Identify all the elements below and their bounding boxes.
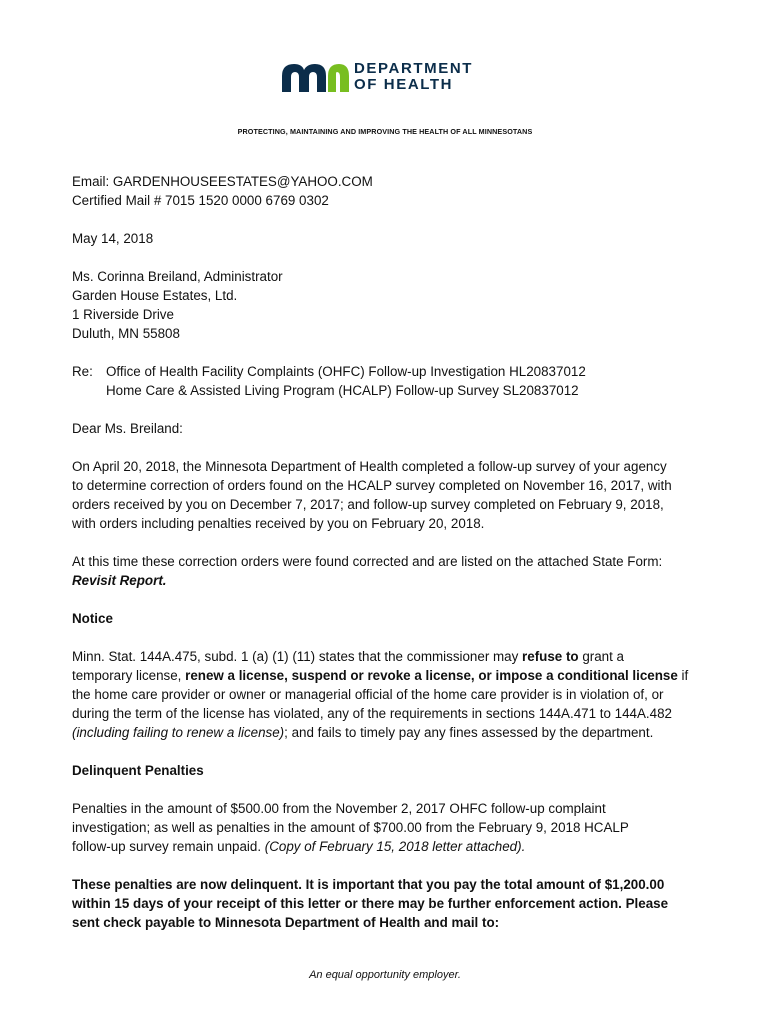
warning-line: sent check payable to Minnesota Department of Health and mail to: — [72, 915, 500, 930]
notice-text: Minn. Stat. 144A.475, subd. 1 (a) (1) (11) states that the commissioner may — [72, 649, 523, 664]
re-block — [72, 362, 712, 400]
mn-logo-icon — [280, 62, 350, 92]
notice-text: grant a — [578, 649, 625, 664]
notice-text: the home care provider or owner or managerial official of the home care provider is in violation of, or — [72, 687, 664, 702]
delinquent-text: follow-up survey remain unpaid. — [72, 839, 265, 854]
delinquent-paragraph — [72, 799, 712, 856]
recipient-company: Garden House Estates, Ltd. — [72, 288, 238, 303]
notice-text: during the term of the license has violated, any of the requirements in sections 144A.471 to 144A.482 — [72, 706, 672, 721]
paragraph-2-line-1: At this time these correction orders were found corrected and are listed on the attached State Form: — [72, 554, 663, 569]
warning-line: These penalties are now delinquent. It is important that you pay the total amount of $1,200.00 — [72, 877, 665, 892]
mdh-logo — [280, 58, 490, 98]
re-label: Re: — [72, 364, 93, 379]
delinquent-heading: Delinquent Penalties — [72, 763, 204, 778]
paragraph-line: with orders including penalties received by you on February 20, 2018. — [72, 516, 485, 531]
notice-text: temporary license, — [72, 668, 186, 683]
delinquent-warning — [72, 875, 712, 932]
notice-emphasis: renew a license, suspend or revoke a license, or impose a conditional license — [185, 668, 678, 683]
logo-line-2: OF HEALTH — [354, 76, 454, 93]
letter-body — [72, 172, 712, 932]
recipient-city: Duluth, MN 55808 — [72, 326, 180, 341]
delinquent-text: Penalties in the amount of $500.00 from the November 2, 2017 OHFC follow-up complaint — [72, 801, 606, 816]
certified-mail-line: Certified Mail # 7015 1520 0000 6769 0302 — [72, 193, 329, 208]
re-line-2: Home Care & Assisted Living Program (HCALP) Follow-up Survey SL20837012 — [106, 383, 579, 398]
recipient-name: Ms. Corinna Breiland, Administrator — [72, 269, 283, 284]
letter-attached-note: (Copy of February 15, 2018 letter attached). — [264, 839, 526, 854]
recipient-street: 1 Riverside Drive — [72, 307, 174, 322]
re-line-1: Office of Health Facility Complaints (OHFC) Follow-up Investigation HL20837012 — [106, 364, 586, 379]
paragraph-line: to determine correction of orders found on the HCALP survey completed on November 16, 2017, with — [72, 478, 672, 493]
revisit-report-ref: Revisit Report. — [72, 573, 167, 588]
email-line: Email: GARDENHOUSEESTATES@YAHOO.COM — [72, 174, 373, 189]
paragraph-line: orders received by you on December 7, 2017; and follow-up survey completed on February 9, 2018, — [72, 497, 664, 512]
notice-emphasis: refuse to — [522, 649, 579, 664]
notice-text: if — [677, 668, 689, 683]
notice-paragraph — [72, 647, 712, 742]
tagline: PROTECTING, MAINTAINING AND IMPROVING THE HEALTH OF ALL MINNESOTANS — [237, 127, 533, 136]
letter-date: May 14, 2018 — [72, 231, 154, 246]
paragraph-1 — [72, 457, 712, 533]
delinquent-text: investigation; as well as penalties in the amount of $700.00 from the February 9, 2018 HCALP — [72, 820, 629, 835]
paragraph-line: On April 20, 2018, the Minnesota Department of Health completed a follow-up survey of your agency — [72, 459, 667, 474]
warning-line: within 15 days of your receipt of this letter or there may be further enforcement action. Please — [72, 896, 669, 911]
salutation: Dear Ms. Breiland: — [72, 421, 183, 436]
notice-text: ; and fails to timely pay any fines assessed by the department. — [284, 725, 654, 740]
footer-note: An equal opportunity employer. — [309, 969, 461, 981]
notice-italic: (including failing to renew a license) — [72, 725, 285, 740]
logo-line-1: DEPARTMENT — [354, 60, 474, 77]
notice-heading: Notice — [72, 611, 113, 626]
